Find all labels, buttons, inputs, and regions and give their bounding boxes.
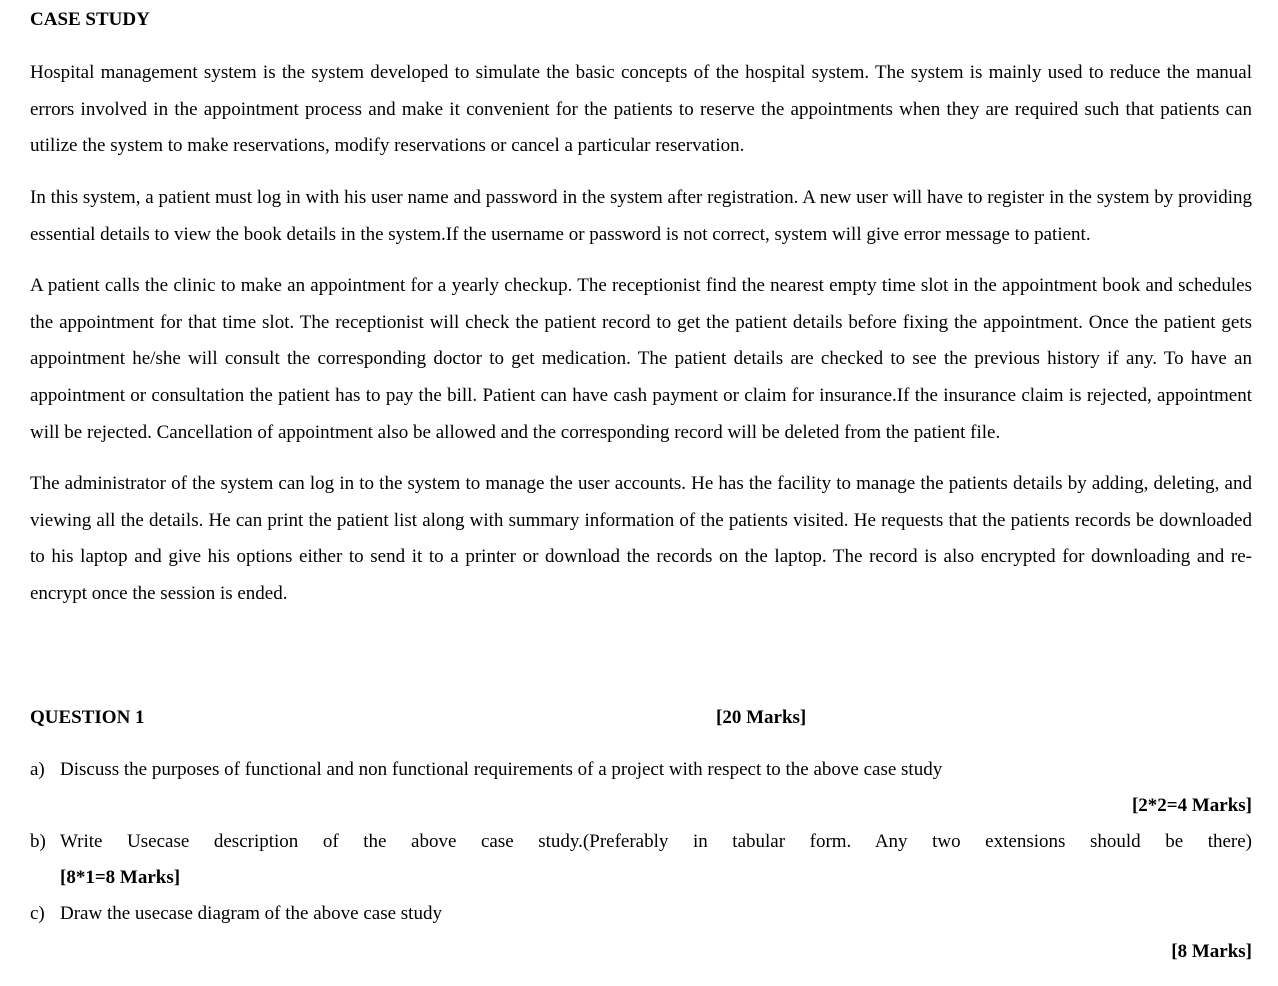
question-item-letter: a) [30, 759, 45, 780]
case-study-paragraph-3: A patient calls the clinic to make an appointment for a yearly checkup. The receptionist find the nearest empty time slot in the appointment book and schedules the appointment for that time slot. The receptionist will check the patient record to get the patient details before fixing the appointment. Once the patient gets appointment he/she will consult the corresponding doctor to get medication. The patient details are checked to see the previous history if any. To have an appointment or consultation the patient has to pay the bill. Patient can have cash payment or claim for insurance.If the insurance claim is rejected, appointment will be rejected. Cancellation of appointment also be allowed and the corresponding record will be deleted from the patient file. [30, 275, 1252, 443]
question-item-a [30, 752, 1252, 788]
question-title: QUESTION 1 [30, 707, 145, 728]
question-total-marks: [20 Marks] [716, 707, 807, 728]
case-study-paragraph-2: In this system, a patient must log in with his user name and password in the system after registration. A new user will have to register in the system by providing essential details to view the book details in the system.If the username or password is not correct, system will give error message to patient. [30, 187, 1252, 245]
question-item-letter: c) [30, 903, 45, 924]
question-item-b-marks: [8*1=8 Marks] [60, 867, 181, 888]
question-item-b [30, 824, 1252, 860]
question-item-text: Draw the usecase diagram of the above case study [60, 903, 442, 924]
case-study-heading: CASE STUDY [30, 9, 150, 30]
case-study-paragraph-1: Hospital management system is the system developed to simulate the basic concepts of the hospital system. The system is mainly used to reduce the manual errors involved in the appointment process and make it convenient for the patients to reserve the appointments when they are required such that patients can utilize the system to make reservations, modify reservations or cancel a particular reservation. [30, 62, 1252, 157]
question-item-c [30, 896, 1252, 932]
case-study-paragraph-4: The administrator of the system can log in to the system to manage the user accounts. He has the facility to manage the patients details by adding, deleting, and viewing all the details. He can print the patient list along with summary information of the patients visited. He requests that the patients records be downloaded to his laptop and give his options either to send it to a printer or download the records on the laptop. The record is also encrypted for downloading and re-encrypt once the session is ended. [30, 473, 1252, 605]
question-item-letter: b) [30, 831, 46, 852]
question-item-text: Discuss the purposes of functional and non functional requirements of a project with respect to the above case study [60, 759, 943, 780]
question-item-a-marks: [2*2=4 Marks] [1131, 795, 1252, 816]
question-item-text: Write Usecase description of the above case study.(Preferably in tabular form. Any two extensions should be there) [60, 831, 1252, 852]
question-item-c-marks: [8 Marks] [1171, 941, 1252, 962]
